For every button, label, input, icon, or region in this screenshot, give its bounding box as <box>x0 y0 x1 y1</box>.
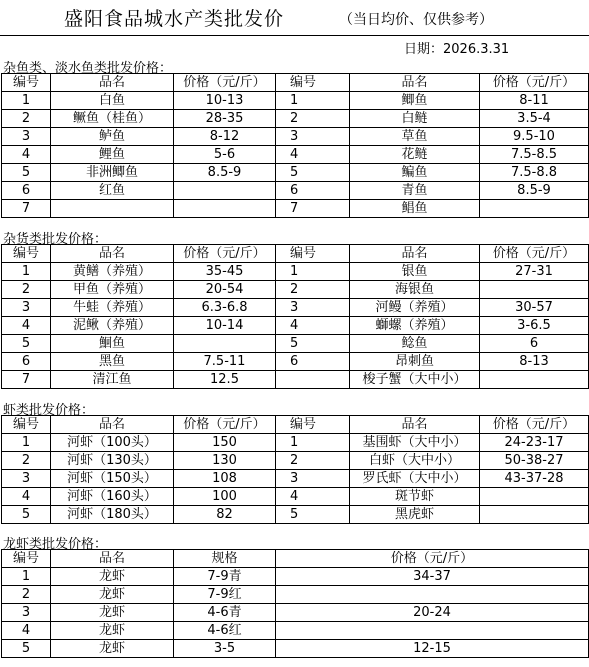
table-cell: 3 <box>2 470 51 488</box>
table-cell: 3-5 <box>174 640 276 658</box>
table-cell: 泥鳅（养殖） <box>51 317 174 335</box>
table-cell: 8.5-9 <box>174 164 276 182</box>
table-cell: 8-13 <box>480 353 589 371</box>
table-cell: 5 <box>276 164 350 182</box>
header-cell: 价格（元/斤） <box>276 550 589 568</box>
table-cell: 2 <box>2 110 51 128</box>
table-cell: 4 <box>2 622 51 640</box>
table-row <box>2 434 589 452</box>
header-cell: 品名 <box>350 245 480 263</box>
table-cell: 7.5-8.5 <box>480 146 589 164</box>
table-cell: 7.5-8.8 <box>480 164 589 182</box>
table-cell: 鲶鱼 <box>350 335 480 353</box>
table-cell: 5 <box>2 335 51 353</box>
table-cell: 鲫鱼 <box>350 92 480 110</box>
table-cell: 3 <box>276 128 350 146</box>
table-cell: 5 <box>2 164 51 182</box>
table-cell: 鲳鱼 <box>350 200 480 218</box>
header-cell: 价格（元/斤） <box>174 74 276 92</box>
table-cell: 100 <box>174 488 276 506</box>
table-cell: 甲鱼（养殖） <box>51 281 174 299</box>
table-cell: 2 <box>2 586 51 604</box>
table-cell: 3-6.5 <box>480 317 589 335</box>
table-cell: 3 <box>2 299 51 317</box>
table-cell: 梭子蟹（大中小） <box>350 371 480 389</box>
table-cell: 1 <box>276 263 350 281</box>
table-cell: 6.3-6.8 <box>174 299 276 317</box>
table-cell: 2 <box>2 452 51 470</box>
table-row <box>2 622 589 640</box>
header-cell: 编号 <box>276 416 350 434</box>
table-row <box>2 506 589 524</box>
table-cell: 4 <box>276 488 350 506</box>
table-cell: 6 <box>2 353 51 371</box>
header-cell: 价格（元/斤） <box>480 416 589 434</box>
section-title: 杂鱼类、淡水鱼类批发价格： <box>3 61 173 76</box>
table-cell: 鲈鱼 <box>51 128 174 146</box>
table-cell: 27-31 <box>480 263 589 281</box>
table-cell: 红鱼 <box>51 182 174 200</box>
table-cell: 3 <box>276 470 350 488</box>
table-cell <box>276 622 589 640</box>
table-cell: 青鱼 <box>350 182 480 200</box>
section-sundries <box>0 227 589 245</box>
table-cell: 6 <box>480 335 589 353</box>
table-cell: 2 <box>2 281 51 299</box>
table-cell: 河虾（180头） <box>51 506 174 524</box>
section-title: 虾类批发价格： <box>3 403 95 418</box>
table-cell: 鳊鱼 <box>350 164 480 182</box>
table-row <box>2 299 589 317</box>
table-cell: 108 <box>174 470 276 488</box>
table-cell: 2 <box>276 452 350 470</box>
table-cell: 7 <box>2 200 51 218</box>
table-cell <box>480 488 589 506</box>
table-cell: 5 <box>2 506 51 524</box>
table-cell: 7 <box>2 371 51 389</box>
title-bar <box>0 0 589 36</box>
table-row <box>2 470 589 488</box>
header-cell: 价格（元/斤） <box>480 74 589 92</box>
table-cell: 鲤鱼 <box>51 146 174 164</box>
page-title: 盛阳食品城水产类批发价 <box>64 8 285 30</box>
table-row <box>2 110 589 128</box>
header-cell: 规格 <box>174 550 276 568</box>
table-cell: 花鲢 <box>350 146 480 164</box>
table-row <box>2 182 589 200</box>
table-cell: 3.5-4 <box>480 110 589 128</box>
header-cell: 编号 <box>276 245 350 263</box>
table-cell: 鮰鱼 <box>51 335 174 353</box>
table-cell: 5 <box>276 506 350 524</box>
table-cell: 龙虾 <box>51 568 174 586</box>
header-cell: 价格（元/斤） <box>174 416 276 434</box>
section-title: 杂货类批发价格： <box>3 232 108 247</box>
table-cell: 2 <box>276 281 350 299</box>
table-cell: 黑虎虾 <box>350 506 480 524</box>
header-cell: 品名 <box>51 550 174 568</box>
table-cell: 1 <box>2 568 51 586</box>
table-cell: 10-13 <box>174 92 276 110</box>
table-header-row <box>2 550 589 568</box>
header-cell: 编号 <box>2 245 51 263</box>
page-subtitle: （当日均价、仅供参考） <box>339 12 493 28</box>
table-row <box>2 128 589 146</box>
table-cell: 2 <box>276 110 350 128</box>
table-cell <box>276 371 350 389</box>
table-cell: 7-9红 <box>174 586 276 604</box>
table-row <box>2 604 589 622</box>
table-cell: 黑鱼 <box>51 353 174 371</box>
table-cell <box>51 200 174 218</box>
table-crayfish <box>1 549 589 658</box>
table-row <box>2 586 589 604</box>
table-cell: 1 <box>276 434 350 452</box>
table-cell: 4 <box>2 488 51 506</box>
table-cell: 螄螺（养殖） <box>350 317 480 335</box>
table-cell: 8-12 <box>174 128 276 146</box>
table-cell: 白鱼 <box>51 92 174 110</box>
table-cell: 5 <box>276 335 350 353</box>
table-cell: 7 <box>276 200 350 218</box>
table-cell: 银鱼 <box>350 263 480 281</box>
table-cell <box>174 200 276 218</box>
table-cell: 4 <box>276 146 350 164</box>
section-freshwater <box>0 56 589 74</box>
table-row <box>2 568 589 586</box>
header-cell: 价格（元/斤） <box>480 245 589 263</box>
header-cell: 编号 <box>2 550 51 568</box>
table-cell: 1 <box>2 92 51 110</box>
table-cell: 河鳗（养殖） <box>350 299 480 317</box>
table-cell: 河虾（150头） <box>51 470 174 488</box>
table-cell: 龙虾 <box>51 640 174 658</box>
table-row <box>2 92 589 110</box>
table-cell: 基围虾（大中小） <box>350 434 480 452</box>
header-cell: 品名 <box>350 416 480 434</box>
table-cell: 4-6青 <box>174 604 276 622</box>
table-cell: 河虾（160头） <box>51 488 174 506</box>
header-cell: 品名 <box>51 416 174 434</box>
table-cell <box>174 182 276 200</box>
table-cell: 130 <box>174 452 276 470</box>
table-cell: 1 <box>2 263 51 281</box>
table-row <box>2 452 589 470</box>
date-label: 日期：2026.3.31 <box>404 42 510 57</box>
table-header-row <box>2 245 589 263</box>
table-cell: 龙虾 <box>51 604 174 622</box>
table-cell: 海银鱼 <box>350 281 480 299</box>
table-cell: 5 <box>2 640 51 658</box>
table-cell: 6 <box>276 353 350 371</box>
table-cell: 清江鱼 <box>51 371 174 389</box>
table-cell: 20-54 <box>174 281 276 299</box>
table-cell: 3 <box>276 299 350 317</box>
table-cell: 8-11 <box>480 92 589 110</box>
table-cell: 8.5-9 <box>480 182 589 200</box>
table-cell: 6 <box>276 182 350 200</box>
table-row <box>2 164 589 182</box>
table-cell: 12.5 <box>174 371 276 389</box>
table-cell: 6 <box>2 182 51 200</box>
header-cell: 品名 <box>51 74 174 92</box>
table-cell: 35-45 <box>174 263 276 281</box>
table-cell: 4 <box>276 317 350 335</box>
table-cell: 黄鳝（养殖） <box>51 263 174 281</box>
table-cell: 9.5-10 <box>480 128 589 146</box>
table-cell: 非洲鲫鱼 <box>51 164 174 182</box>
section-title: 龙虾类批发价格： <box>3 537 108 552</box>
table-cell <box>480 371 589 389</box>
table-cell: 20-24 <box>276 604 589 622</box>
table-cell: 草鱼 <box>350 128 480 146</box>
date-row <box>0 36 589 56</box>
table-cell: 150 <box>174 434 276 452</box>
header-cell: 编号 <box>2 416 51 434</box>
table-cell: 24-23-17 <box>480 434 589 452</box>
table-freshwater <box>1 73 589 218</box>
table-cell: 50-38-27 <box>480 452 589 470</box>
table-row <box>2 353 589 371</box>
table-cell <box>276 586 589 604</box>
table-cell <box>480 200 589 218</box>
table-header-row <box>2 416 589 434</box>
section-shrimp <box>0 398 589 416</box>
table-cell: 龙虾 <box>51 586 174 604</box>
table-cell: 4 <box>2 317 51 335</box>
table-cell: 罗氏虾（大中小） <box>350 470 480 488</box>
table-cell: 7.5-11 <box>174 353 276 371</box>
table-cell: 4-6红 <box>174 622 276 640</box>
table-row <box>2 371 589 389</box>
table-cell: 12-15 <box>276 640 589 658</box>
table-cell: 82 <box>174 506 276 524</box>
table-cell: 28-35 <box>174 110 276 128</box>
table-cell: 1 <box>2 434 51 452</box>
table-cell: 4 <box>2 146 51 164</box>
table-cell: 白虾（大中小） <box>350 452 480 470</box>
table-cell: 1 <box>276 92 350 110</box>
table-cell: 7-9青 <box>174 568 276 586</box>
table-cell: 河虾（130头） <box>51 452 174 470</box>
table-cell: 鳜鱼（桂鱼） <box>51 110 174 128</box>
table-cell: 43-37-28 <box>480 470 589 488</box>
table-cell: 昂刺鱼 <box>350 353 480 371</box>
header-cell: 编号 <box>276 74 350 92</box>
table-cell <box>174 335 276 353</box>
table-cell: 河虾（100头） <box>51 434 174 452</box>
table-row <box>2 488 589 506</box>
header-cell: 编号 <box>2 74 51 92</box>
table-cell: 牛蛙（养殖） <box>51 299 174 317</box>
section-crayfish <box>0 532 589 550</box>
table-cell: 白鲢 <box>350 110 480 128</box>
table-cell: 3 <box>2 128 51 146</box>
table-cell: 3 <box>2 604 51 622</box>
table-cell <box>480 281 589 299</box>
table-cell <box>480 506 589 524</box>
table-sundries <box>1 244 589 389</box>
table-cell: 5-6 <box>174 146 276 164</box>
table-cell: 10-14 <box>174 317 276 335</box>
table-row <box>2 281 589 299</box>
table-row <box>2 317 589 335</box>
table-row <box>2 640 589 658</box>
table-row <box>2 146 589 164</box>
table-row <box>2 335 589 353</box>
header-cell: 价格（元/斤） <box>174 245 276 263</box>
table-header-row <box>2 74 589 92</box>
table-shrimp <box>1 415 589 524</box>
table-row <box>2 200 589 218</box>
table-cell: 斑节虾 <box>350 488 480 506</box>
header-cell: 品名 <box>350 74 480 92</box>
table-row <box>2 263 589 281</box>
table-cell: 30-57 <box>480 299 589 317</box>
header-cell: 品名 <box>51 245 174 263</box>
table-cell: 34-37 <box>276 568 589 586</box>
table-cell: 龙虾 <box>51 622 174 640</box>
